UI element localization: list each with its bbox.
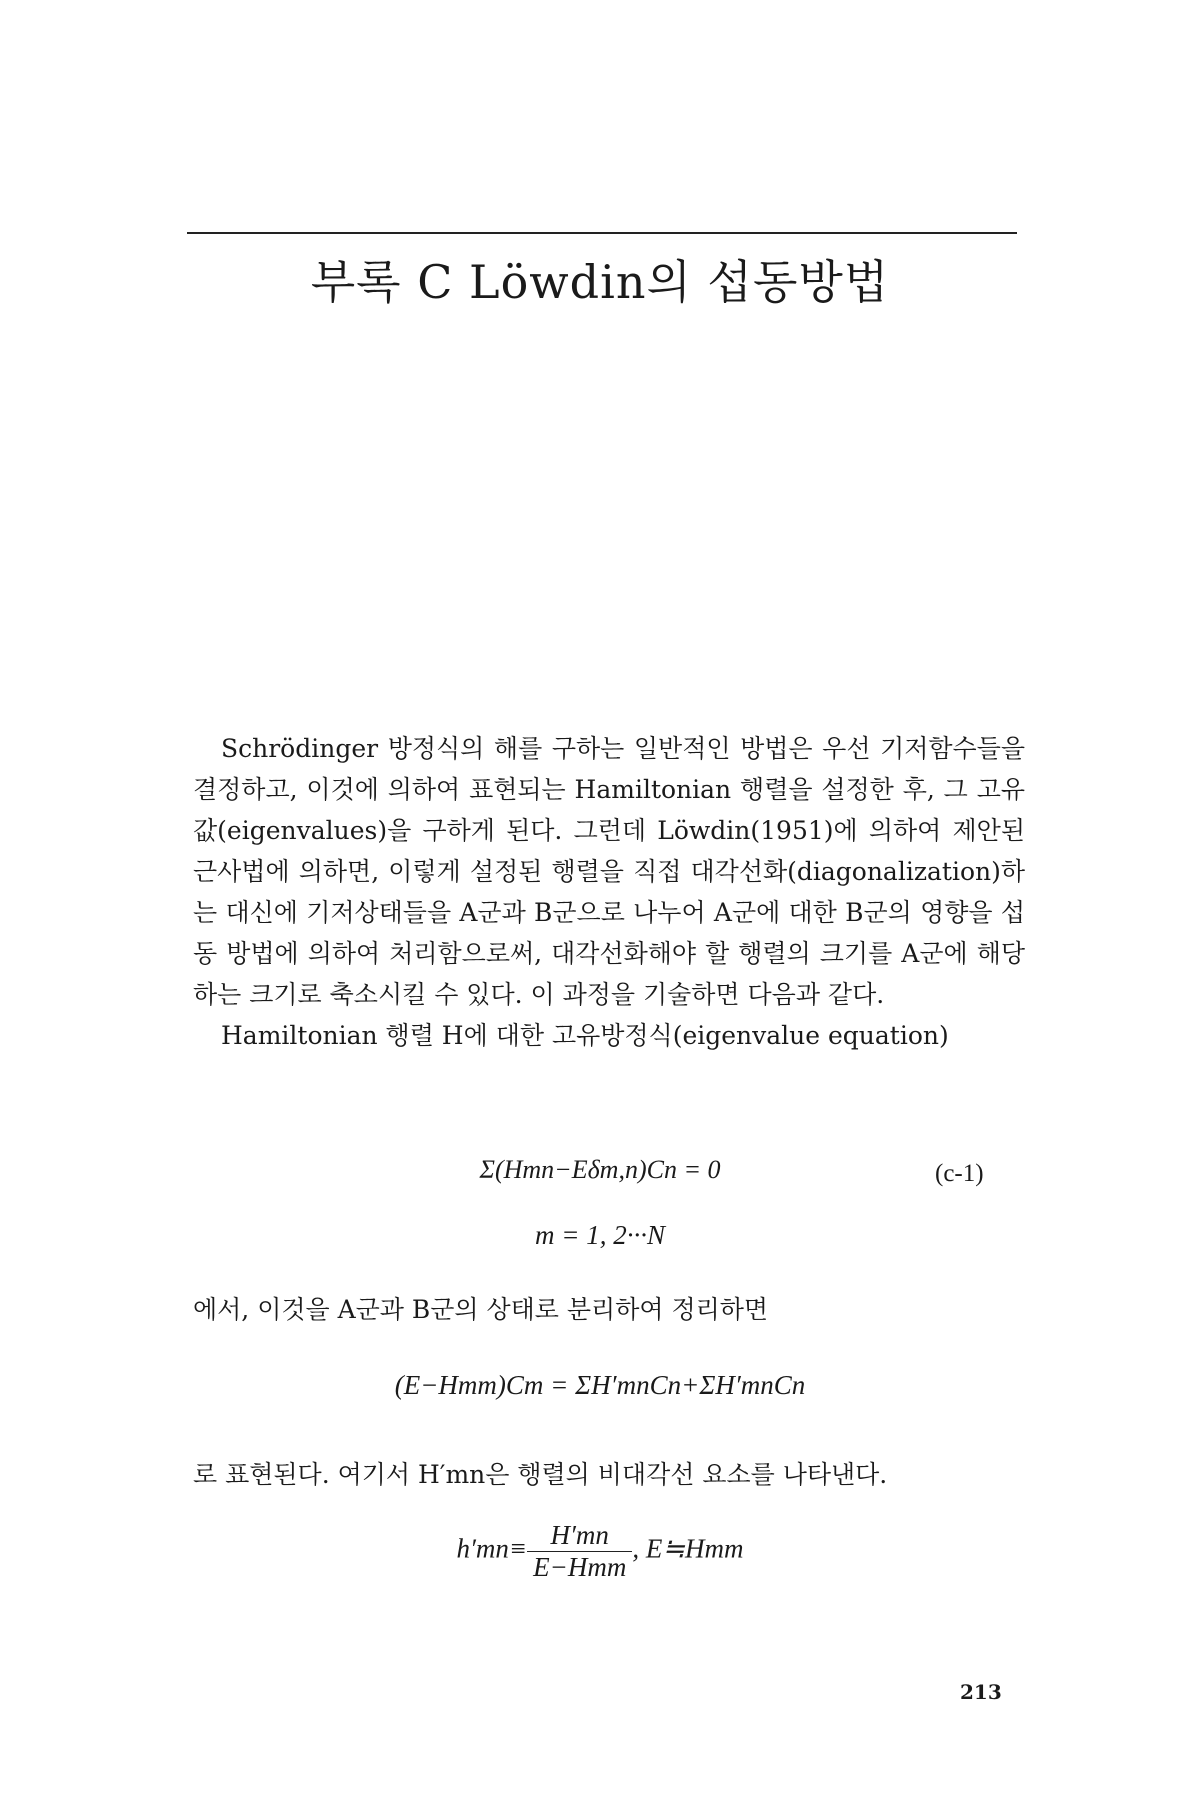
equation-c1: Σ(Hmn−Eδm,n)Cn = 0: [479, 1155, 721, 1184]
equation-3-rhs: , E≒Hmm: [632, 1533, 744, 1564]
appendix-title: 부록 C Löwdin의 섭동방법: [310, 255, 890, 309]
paragraph-2: Hamiltonian 행렬 H에 대한 고유방정식(eigenvalue equation): [221, 1021, 949, 1050]
text-after-eq2: 로 표현된다. 여기서 H′mn은 행렬의 비대각선 요소를 나타낸다.: [193, 1460, 888, 1489]
header-rule: [187, 232, 1017, 234]
text-after-c1: 에서, 이것을 A군과 B군의 상태로 분리하여 정리하면: [193, 1295, 769, 1324]
body-text: [193, 728, 1025, 1056]
equation-2: (E−Hmm)Cm = ΣH′mnCn+ΣH′mnCn: [394, 1370, 806, 1400]
equation-c1-label: (c-1): [935, 1160, 984, 1187]
equation-c1-range: m = 1, 2···N: [535, 1220, 665, 1250]
equation-3-lhs: h′mn≡: [456, 1533, 528, 1564]
equation-3: [0, 1520, 1200, 1583]
paragraph-1: Schrödinger 방정식의 해를 구하는 일반적인 방법은 우선 기저함수들을 결정하고, 이것에 의하여 표현되는 Hamiltonian 행렬을 설정한 후, 그 고유값(eigenvalues)을 구하게 된다. 그런데 Löwdin(1951)에 의하여 제안된 근사법에 의하면, 이렇게 설정된 행렬을 직접 대각선화(diagonalization)하는 대신에 기저상태들을 A군과 B군으로 나누어 A군에 대한 B군의 영향을 섭동 방법에 의하여 처리함으로써, 대각선화해야 할 행렬의 크기를 A군에 해당하는 크기로 축소시킬 수 있다. 이 과정을 기술하면 다음과 같다.: [193, 734, 1025, 1009]
page-number: 213: [960, 1680, 1002, 1704]
equation-3-numerator: H′mn: [527, 1520, 632, 1552]
equation-3-fraction: [527, 1520, 632, 1583]
equation-3-denominator: E−Hmm: [533, 1552, 627, 1582]
